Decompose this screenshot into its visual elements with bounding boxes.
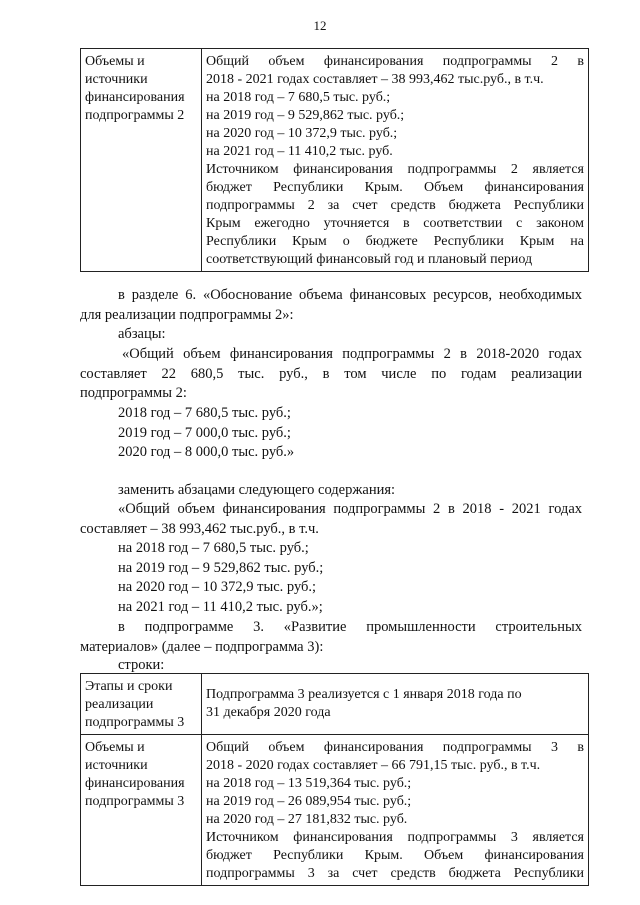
new-years-list	[118, 539, 323, 617]
cell-line: Объемы и	[85, 740, 145, 755]
section-6-paragraph	[80, 286, 582, 325]
cell-line: Подпрограмма 3 реализуется с 1 января 2018 года по	[206, 687, 522, 702]
table-cell-value	[202, 735, 589, 886]
cell-line: Источником финансирования подпрограммы 3 является	[206, 830, 584, 845]
cell-line: бюджет Республики Крым. Объем финансирования	[206, 180, 584, 195]
list-item: на 2018 год – 7 680,5 тыс. руб.;	[118, 540, 309, 556]
subprogram-3-paragraph	[80, 618, 582, 657]
cell-line: Крым ежегодно уточняется в соответствии с законом	[206, 216, 584, 231]
cell-line: подпрограммы 3	[85, 715, 185, 730]
text-line: абзацы:	[118, 326, 166, 342]
replace-intro	[118, 481, 395, 501]
text-line: подпрограммы 2:	[80, 385, 187, 401]
list-item: 2020 год – 8 000,0 тыс. руб.»	[118, 444, 295, 460]
cell-line: на 2021 год – 11 410,2 тыс. руб.	[206, 144, 393, 159]
list-item: 2018 год – 7 680,5 тыс. руб.;	[118, 405, 291, 421]
cell-line: финансирования	[85, 90, 185, 105]
text-line: заменить абзацами следующего содержания:	[118, 482, 396, 498]
cell-line: 2018 - 2021 годах составляет – 38 993,462 тыс.руб., в т.ч.	[206, 72, 544, 87]
cell-line: источники	[85, 758, 148, 773]
list-item: на 2020 год – 10 372,9 тыс. руб.;	[118, 579, 317, 595]
new-text-quote	[80, 500, 582, 539]
old-text-quote	[80, 345, 582, 404]
cell-line: Общий объем финансирования подпрограммы 3 в	[206, 740, 584, 755]
cell-line: на 2019 год – 26 089,954 тыс. руб.;	[206, 794, 412, 809]
list-item: на 2021 год – 11 410,2 тыс. руб.»;	[118, 598, 323, 615]
table-subprogram-3	[80, 673, 589, 886]
cell-line: Республики Крым о бюджете Республики Крым на	[206, 234, 584, 249]
cell-line: 31 декабря 2020 года	[206, 705, 331, 720]
text-line: в подпрограмме 3. «Развитие промышленности строительных	[118, 619, 582, 635]
cell-line: подпрограммы 2	[85, 108, 185, 123]
text-line: строки:	[118, 657, 165, 673]
cell-line: финансирования	[85, 776, 185, 791]
text-line: для реализации подпрограммы 2»:	[80, 306, 294, 323]
table-row	[81, 49, 589, 272]
cell-line: подпрограммы 2 за счет средств бюджета Республики	[206, 198, 584, 213]
cell-line: Общий объем финансирования подпрограммы 2 в	[206, 54, 584, 69]
cell-line: источники	[85, 72, 148, 87]
funding-table-subprogram-2	[80, 48, 589, 272]
table-row	[81, 735, 589, 886]
page-number: 12	[313, 18, 327, 33]
list-item: на 2019 год – 9 529,862 тыс. руб.;	[118, 559, 324, 576]
text-line: «Общий объем финансирования подпрограммы 2 в 2018-2020 годах	[122, 346, 582, 362]
table-cell-label	[81, 49, 202, 272]
cell-line: бюджет Республики Крым. Объем финансирования	[206, 848, 584, 863]
old-years-list	[118, 404, 294, 463]
table-row	[81, 674, 589, 735]
cell-line: Источником финансирования подпрограммы 2 является	[206, 162, 584, 177]
cell-line: Этапы и сроки	[85, 679, 173, 694]
text-line: материалов» (далее – подпрограмма 3):	[80, 638, 324, 655]
text-line: составляет 22 680,5 тыс. руб., в том числе по годам реализации	[80, 365, 582, 382]
abzacy-label	[118, 325, 166, 345]
cell-line: 2018 - 2020 годах составляет – 66 791,15 тыс. руб., в т.ч.	[206, 758, 541, 773]
cell-line: на 2018 год – 13 519,364 тыс. руб.;	[206, 776, 412, 791]
cell-line: на 2020 год – 10 372,9 тыс. руб.;	[206, 126, 398, 141]
table-cell-value	[202, 674, 589, 735]
cell-line: Объемы и	[85, 54, 145, 69]
text-line: в разделе 6. «Обоснование объема финансовых ресурсов, необходимых	[118, 287, 582, 303]
text-line: «Общий объем финансирования подпрограммы 2 в 2018 - 2021 годах	[118, 501, 582, 517]
cell-line: на 2019 год – 9 529,862 тыс. руб.;	[206, 108, 405, 123]
cell-line: подпрограммы 3 за счет средств бюджета Республики	[206, 866, 584, 881]
list-item: 2019 год – 7 000,0 тыс. руб.;	[118, 424, 291, 441]
cell-line: на 2020 год – 27 181,832 тыс. руб.	[206, 812, 408, 827]
cell-line: реализации	[85, 697, 154, 712]
table-cell-label	[81, 674, 202, 735]
cell-line: соответствующий финансовый год и плановый период	[206, 252, 533, 267]
cell-line: подпрограммы 3	[85, 794, 185, 809]
table-cell-value	[202, 49, 589, 272]
text-line: составляет – 38 993,462 тыс.руб., в т.ч.	[80, 520, 319, 537]
table-cell-label	[81, 735, 202, 886]
cell-line: на 2018 год – 7 680,5 тыс. руб.;	[206, 90, 391, 105]
